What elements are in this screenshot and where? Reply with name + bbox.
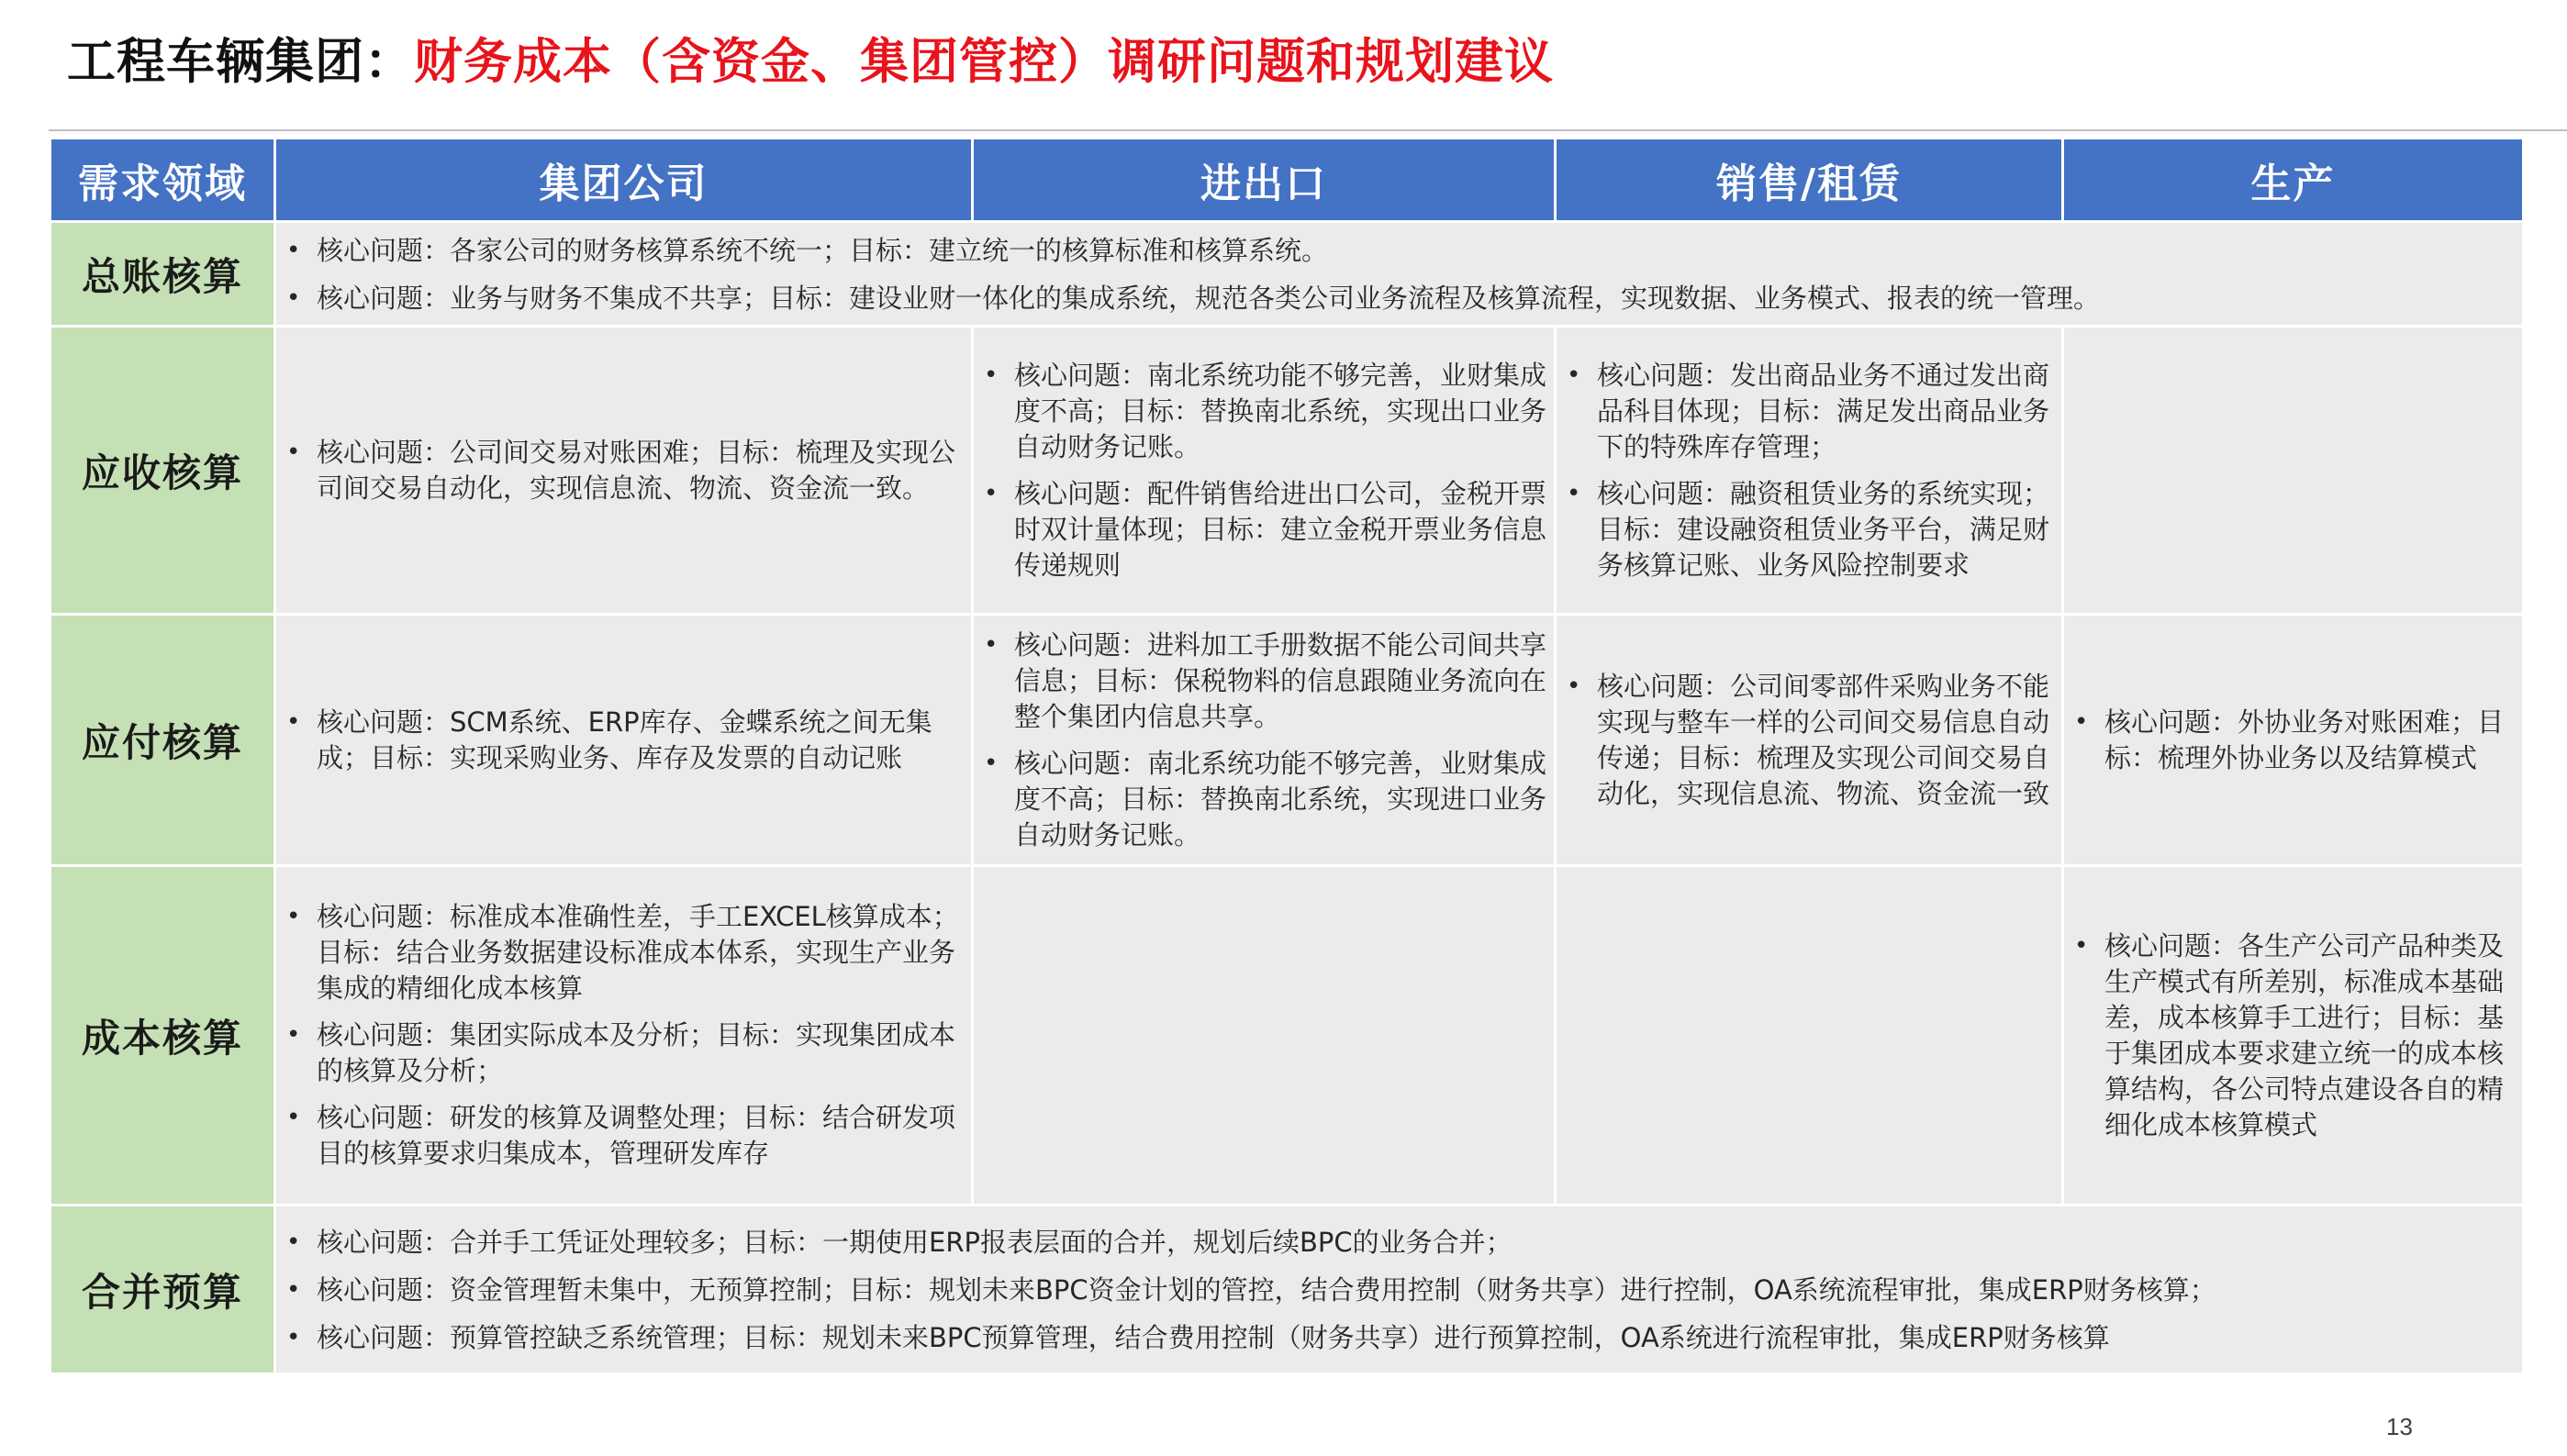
bullet-icon: •: [286, 707, 301, 736]
bullet-list: [1557, 358, 2061, 584]
table-header-row: [50, 139, 2524, 222]
bullet-list: [276, 705, 971, 776]
header-group-company: 集团公司: [275, 139, 973, 222]
payables-sales-cell: [1556, 615, 2063, 866]
slide-title: [67, 26, 1554, 99]
cost-group-cell: [275, 866, 973, 1206]
list-item: • 核心问题：进料加工手册数据不能公司间共享信息；目标：保税物料的信息跟随业务流向在整个集团内信息共享。: [984, 628, 1547, 732]
receivables-group-cell: [275, 327, 973, 615]
payables-group-cell: [275, 615, 973, 866]
list-item: • 核心问题：发出商品业务不通过发出商品科目体现；目标：满足发出商品业务下的特殊库存管理；: [1567, 359, 2050, 462]
bullet-icon: •: [286, 1276, 301, 1304]
bullet-icon: •: [984, 361, 999, 389]
bullet-icon: •: [286, 1228, 301, 1256]
header-production: 生产: [2063, 139, 2524, 222]
list-item: • 核心问题：各生产公司产品种类及生产模式有所差别，标准成本基础差，成本核算手工进行；目标：基于集团成本要求建立统一的成本核算结构，各公司特点建设各自的精细化成本核算模式: [2074, 929, 2505, 1140]
list-item: • 核心问题：集团实际成本及分析；目标：实现集团成本的核算及分析；: [286, 1019, 956, 1086]
list-item: • 核心问题：标准成本准确性差，手工EXCEL核算成本；目标：结合业务数据建设标准成本体系，实现生产业务集成的精细化成本核算: [286, 901, 959, 1004]
header-domain: 需求领域: [50, 139, 275, 222]
cost-impexp-cell: [973, 866, 1556, 1206]
general-ledger-cell: [275, 222, 2524, 327]
list-item: • 核心问题：SCM系统、ERP库存、金蝶系统之间无集成；目标：实现采购业务、库存及发票的自动记账: [286, 706, 932, 773]
page-number: 13: [2386, 1413, 2413, 1440]
title-divider: [49, 129, 2567, 131]
table-row: [50, 1206, 2524, 1374]
bullet-icon: •: [2074, 931, 2089, 960]
bullet-icon: •: [1567, 672, 1581, 700]
list-item: • 核心问题：合并手工凭证处理较多；目标：一期使用ERP报表层面的合并，规划后续BPC的业务合并；: [276, 1225, 2522, 1261]
bullet-icon: •: [2074, 707, 2089, 736]
receivables-production-cell: [2063, 327, 2524, 615]
header-sales-leasing: 销售/租赁: [1556, 139, 2063, 222]
bullet-list: [974, 358, 1554, 584]
bullet-icon: •: [984, 479, 999, 507]
table-row: [50, 327, 2524, 615]
list-item: • 核心问题：外协业务对账困难；目标：梳理外协业务以及结算模式: [2074, 706, 2505, 773]
cost-sales-cell: [1556, 866, 2063, 1206]
bullet-list: [276, 435, 971, 506]
payables-impexp-cell: [973, 615, 1556, 866]
bullet-list: [1557, 669, 2061, 812]
list-item: • 核心问题：南北系统功能不够完善，业财集成度不高；目标：替换南北系统，实现出口业务自动财务记账。: [984, 359, 1547, 462]
bullet-list: [276, 233, 2522, 317]
bullet-icon: •: [1567, 479, 1581, 507]
row-label-receivables: 应收核算: [50, 327, 275, 615]
list-item: • 核心问题：资金管理暂未集中，无预算控制；目标：规划未来BPC资金计划的管控，结合费用控制（财务共享）进行控制，OA系统流程审批，集成ERP财务核算；: [276, 1273, 2522, 1308]
bullet-list: [276, 1225, 2522, 1356]
list-item: • 核心问题：公司间交易对账困难；目标：梳理及实现公司间交易自动化，实现信息流、物流、资金流一致。: [286, 436, 956, 504]
list-item: • 核心问题：各家公司的财务核算系统不统一；目标：建立统一的核算标准和核算系统。: [276, 233, 2522, 269]
bullet-list: [2064, 928, 2522, 1143]
payables-production-cell: [2063, 615, 2524, 866]
receivables-impexp-cell: [973, 327, 1556, 615]
bullet-list: [2064, 705, 2522, 776]
list-item: • 核心问题：南北系统功能不够完善，业财集成度不高；目标：替换南北系统，实现进口业务自动财务记账。: [984, 747, 1547, 850]
list-item: • 核心问题：配件销售给进出口公司，金税开票时双计量体现；目标：建立金税开票业务信息传递规则: [984, 477, 1547, 581]
row-label-consolidation-budget: 合并预算: [50, 1206, 275, 1374]
list-item: • 核心问题：业务与财务不集成不共享；目标：建设业财一体化的集成系统，规范各类公司业务流程及核算流程，实现数据、业务模式、报表的统一管理。: [276, 281, 2522, 317]
bullet-icon: •: [286, 903, 301, 930]
cost-production-cell: [2063, 866, 2524, 1206]
bullet-icon: •: [984, 630, 999, 659]
list-item: • 核心问题：融资租赁业务的系统实现；目标：建设融资租赁业务平台，满足财务核算记账、业务风险控制要求: [1567, 477, 2050, 581]
title-main: 财务成本（含资金、集团管控）调研问题和规划建议: [414, 34, 1554, 90]
list-item: • 核心问题：研发的核算及调整处理；目标：结合研发项目的核算要求归集成本，管理研发库存: [286, 1102, 956, 1169]
bullet-icon: •: [984, 749, 999, 777]
table-row: [50, 866, 2524, 1206]
header-import-export: 进出口: [973, 139, 1556, 222]
consolidation-budget-cell: [275, 1206, 2524, 1374]
bullet-icon: •: [286, 1324, 301, 1351]
bullet-icon: •: [286, 438, 301, 466]
title-prefix: 工程车辆集团：: [67, 34, 414, 90]
row-label-payables: 应付核算: [50, 615, 275, 866]
list-item: • 核心问题：公司间零部件采购业务不能实现与整车一样的公司间交易信息自动传递；目标：梳理及实现公司间交易自动化，实现信息流、物流、资金流一致: [1567, 670, 2050, 809]
list-item: • 核心问题：预算管控缺乏系统管理；目标：规划未来BPC预算管理，结合费用控制（财务共享）进行预算控制，OA系统进行流程审批，集成ERP财务核算: [276, 1320, 2522, 1356]
bullet-icon: •: [286, 1021, 301, 1049]
bullet-icon: •: [286, 284, 301, 312]
table-row: [50, 615, 2524, 866]
bullet-list: [974, 628, 1554, 853]
row-label-general-ledger: 总账核算: [50, 222, 275, 327]
table-row: [50, 222, 2524, 327]
bullet-icon: •: [286, 237, 301, 264]
bullet-icon: •: [286, 1104, 301, 1131]
bullet-list: [276, 899, 971, 1172]
bullet-icon: •: [1567, 361, 1581, 389]
requirements-table: [49, 137, 2525, 1375]
row-label-cost: 成本核算: [50, 866, 275, 1206]
receivables-sales-cell: [1556, 327, 2063, 615]
